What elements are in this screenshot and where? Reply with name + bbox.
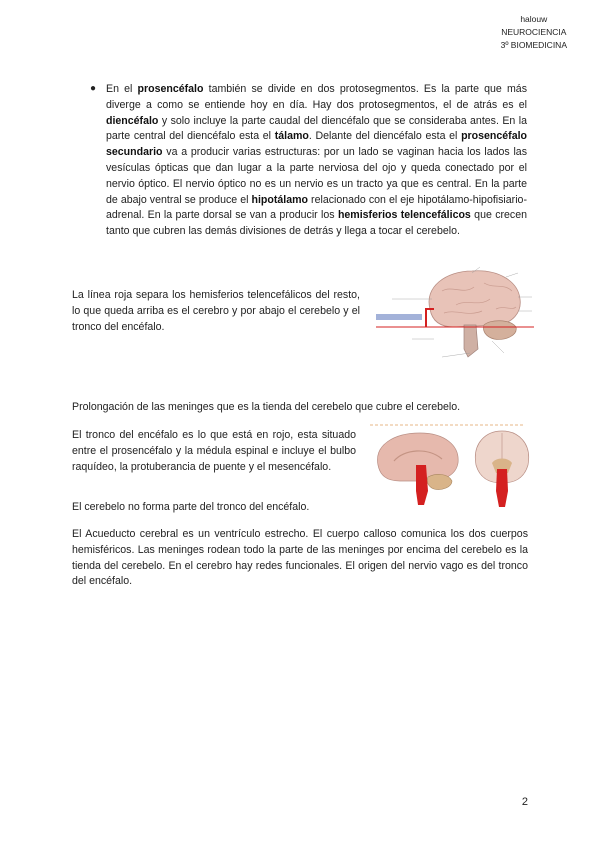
bullet-dot-icon: ● (90, 83, 97, 94)
term-hemisferios: hemisferios telencefálicos (337, 209, 471, 222)
paragraph-tienda: Prolongación de las meninges que es la tienda del cerebelo que cubre el cerebelo. (72, 401, 461, 413)
term-diencefalo: diencéfalo (106, 114, 159, 127)
term-prosencefalo-secundario: prosencéfalo secundario (106, 130, 528, 159)
brain-lateral-figure (372, 261, 540, 365)
paragraph-tronco: El tronco del encéfalo es lo que está en rojo, esta situado entre el prosencéfalo y la médula espinal e incluye el bulbo raquídeo, la protuberancia de puente y el mesencéfalo. (72, 429, 356, 473)
header-author: halouw (520, 14, 548, 24)
page-header (501, 13, 567, 52)
paragraph-acueducto: El Acueducto cerebral es un ventrículo estrecho. El cuerpo calloso comunica los dos cuerpos hemisféricos. Las meninges rodean todo la parte de las meninges por encima del cerebelo es la tienda del cerebelo. En el cerebro hay redes funcionales. El origen del nervio vago es del tronco del encéfalo. (72, 528, 528, 588)
term-prosencefalo: prosencéfalo (137, 83, 204, 95)
term-hipotalamo: hipotálamo (251, 193, 308, 206)
header-course: 3º BIOMEDICINA (500, 40, 567, 50)
paragraph-red-line: La línea roja separa los hemisferios telencefálicos del resto, lo que queda arriba es el cerebro y por abajo el cerebelo y el tronco del encéfalo. (72, 289, 360, 333)
bullet-paragraph: En el prosencéfalo también se divide en dos protosegmentos. Es la parte que más diverge a como se entiende hoy en día. Hay dos protosegmentos, el de atrás es el diencéfalo y solo incluye la parte caudal del diencéfalo que se consideraba antes. En la parte central del diencéfalo esta el tálamo. Delante del diencéfalo esta el prosencéfalo secundario va a producir varias estructuras: por un lado se vaginan hacia los lados las vesículas ópticas que dan lugar a la parte nerviosa del ojo y queda conectado por el nervio óptico. El nervio óptico no es un nervio es un tracto ya que es central. En la parte de abajo ventral se produce el hipotálamo relacionado con el eje hipotálamo-hipofisiario-adrenal. En la parte dorsal se van a producir los hemisferios telencefálicos que crecen tanto que cubren las demás divisiones de detrás y llega a tocar el cerebelo. (106, 83, 528, 238)
page-number: 2 (521, 796, 528, 808)
header-subject: NEUROCIENCIA (501, 27, 567, 37)
term-talamo: tálamo (274, 130, 309, 143)
brainstem-figure (364, 421, 540, 511)
paragraph-cerebelo: El cerebelo no forma parte del tronco del encéfalo. (72, 501, 310, 513)
